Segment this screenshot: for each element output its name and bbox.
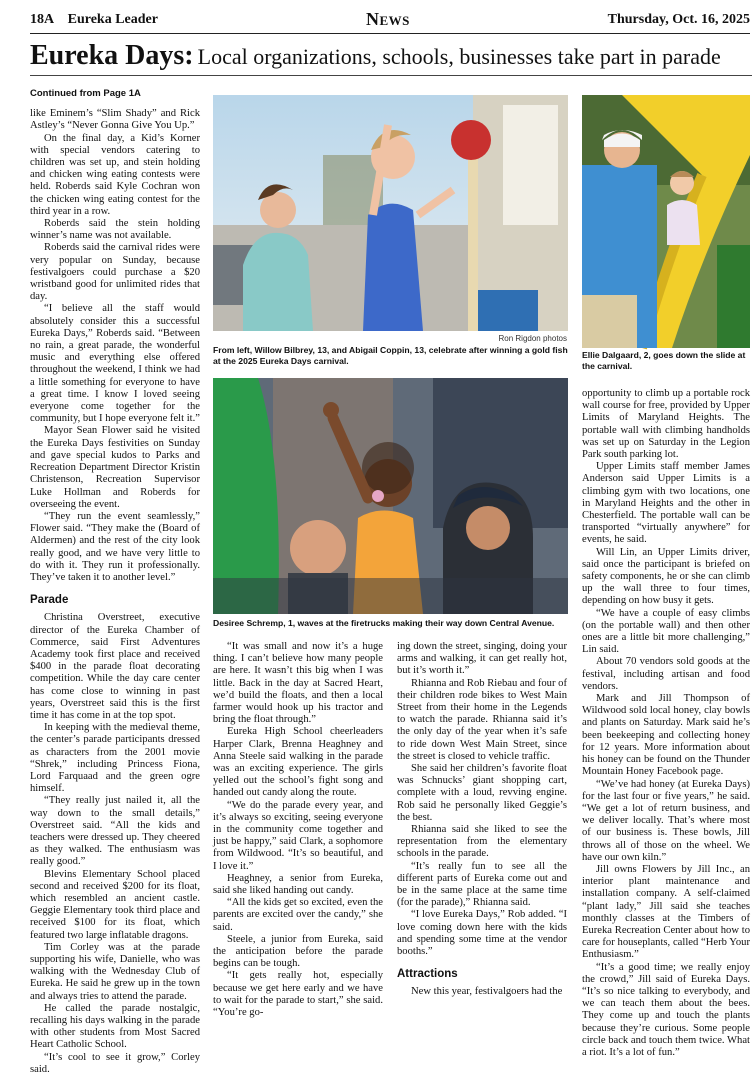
paragraph: In keeping with the medieval theme, the center’s parade participants dressed as characters from the 2001 movie “Shrek,” including Princess Fiona, Lord Farquaad and the green ogre himself. [30, 722, 200, 795]
paragraph: Steele, a junior from Eureka, said the anticipation before the parade begins can be tough. [213, 933, 383, 970]
article-column-1 [30, 88, 200, 1075]
headline-bold: Eureka Days: [30, 40, 194, 71]
paragraph: On the final day, a Kid’s Korner with special vendors catering to children was set up, and stein holding and chicken wing eating contests were held. Roberds said Kyle Cochran won the chicken wing eating contest for the third year in a row. [30, 132, 200, 217]
paragraph: “It’s really fun to see all the different parts of Eureka come out and be in the same place at the same time (for the parade),” Rhianna said. [397, 860, 567, 909]
subhead-attractions: Attractions [397, 968, 458, 981]
continued-note: Continued from Page 1A [30, 88, 141, 99]
page-number: 18A [30, 12, 55, 27]
photo-caption-waving-child: Desiree Schremp, 1, waves at the firetrucks making their way down Central Avenue. [213, 618, 555, 628]
photo-caption-slide: Ellie Dalgaard, 2, goes down the slide at the carnival. [582, 350, 746, 371]
issue-date: Thursday, Oct. 16, 2025 [607, 12, 750, 27]
paragraph: Mark and Jill Thompson of Wildwood sold local honey, clay bowls and plants on Saturday. Mark said he’s been beekeeping and collecting honey for 12 years. More information about his honey can be found on the Thunder Mountain Honey Facebook page. [582, 693, 750, 778]
paper-name: Eureka Leader [67, 12, 158, 27]
paragraph: Rhianna said she liked to see the representation from the elementary schools in the parade. [397, 824, 567, 860]
subhead-parade: Parade [30, 594, 69, 607]
photo-waving-child [213, 378, 568, 614]
photo-waving-child-image [213, 378, 568, 614]
paragraph: “It’s a good time; we really enjoy the crowd,” Jill said of Eureka Days. “It’s so nice talking to everybody, and we can teach them about the bees. They come up and touch the plants because they’re curious. Some people circle back and touch them twice. What a riot. It’s a lot of fun.” [582, 961, 750, 1058]
photo-carnival-girls-image [213, 95, 568, 331]
photo-slide-image [582, 95, 750, 348]
paragraph: ing down the street, singing, doing your arms and walking, it can get really hot, but it’s worth it.” [397, 641, 567, 677]
paragraph: “It was small and now it’s a huge thing. I can’t believe how many people are here. It wasn’t this big when I was little. Back in the day at Sacred Heart, we’d build the floats, and then a local farmer would hook up his tractor and bring the float through.” [213, 641, 383, 726]
paragraph: She said her children’s favorite float was Schnucks’ giant shopping cart, complete with a loud, revving engine. Rob said he personally liked Geggie’s the best. [397, 763, 567, 823]
photo-slide [582, 95, 750, 348]
paragraph: “They run the event seamlessly,” Flower said. “They make the (Board of Aldermen) and the rest of the city look really good, and we have very little to do with it. They run it professionally. They’ve taken it to another level.” [30, 510, 200, 583]
paragraph: “It gets really hot, especially because we get here early and we have to wait for the parade to start,” she said. “You’re go- [213, 970, 383, 1019]
paragraph: Rhianna and Rob Riebau and four of their children rode bikes to West Main Street from their home in the Legends to watch the parade. Rhianna said it’s the only day of the year when it’s safe to ride down West Main Street, since the street is closed to vehicle traffic. [397, 677, 567, 762]
paragraph: “We do the parade every year, and it’s always so exciting, seeing everyone in the community come together and just be happy,” said Clark, a sophomore from Wildwood. “It’s so beautiful, and I love it.” [213, 799, 383, 872]
paragraph: Upper Limits staff member James Anderson said Upper Limits is a climbing gym with two locations, one in Maryland Heights and the other in Chesterfield. The portable wall can be transported “virtually anywhere” for events, he said. [582, 461, 750, 546]
paragraph: opportunity to climb up a portable rock wall course for free, provided by Upper Limits of Maryland Heights. The portable wall with climbing handholds was set up on Saturday in the Legion Park south parking lot. [582, 388, 750, 461]
headline [30, 40, 752, 76]
paragraph: like Eminem’s “Slim Shady” and Rick Astley’s “Never Gonna Give You Up.” [30, 108, 200, 132]
article-column-4 [582, 388, 750, 1058]
masthead-left [30, 12, 158, 28]
photo-carnival-girls [213, 95, 568, 331]
paragraph: Will Lin, an Upper Limits driver, said once the participant is briefed on safety components, he or she can climb up the wall three to four times, depending on how busy it gets. [582, 546, 750, 607]
paragraph: Roberds said the stein holding winner’s name was not available. [30, 218, 200, 242]
paragraph: Heaghney, a senior from Eureka, said she liked handing out candy. [213, 872, 383, 897]
photo-caption-carnival-girls: From left, Willow Bilbrey, 13, and Abigail Coppin, 13, celebrate after winning a gold fish at the 2025 Eureka Days carnival. [213, 345, 568, 366]
photo-credit: Ron Rigdon photos [498, 334, 567, 343]
paragraph: “They really just nailed it, all the way down to the small details,” Overstreet said. “All the kids and teachers were dressed up. They cheered as they walked. The enthusiasm was really good.” [30, 795, 200, 868]
paragraph: Tim Corley was at the parade supporting his wife, Danielle, who was walking with the Wednesday Club of Eureka. He said he grew up in the town and always tries to attend the parade. [30, 941, 200, 1002]
paragraph: Blevins Elementary School placed second and received $200 for its float, which resembled an ancient castle. Geggie Elementary took third place and received $100 for its float, which featured two large inflatable dragons. [30, 868, 200, 941]
paragraph: “I love Eureka Days,” Rob added. “I love coming down here with the kids and spending some time at the vendor booths.” [397, 909, 567, 958]
paragraph: “I believe all the staff would absolutely consider this a successful Eureka Days,” Roberds said. “Between no rain, a great parade, the wonderful music and everything else offered throughout the weekend, I think we had a little something for everyone to have a great time. I know I loved seeing everyone come together for the community, but I hope everyone felt it.” [30, 303, 200, 425]
paragraph: “We’ve had honey (at Eureka Days) for the last four or five years,” he said. “We get a lot of return business, and we deliver locally. That’s where most of our business is. These bowls, Jill throws all of those on the wheel. We have our own kiln.” [582, 778, 750, 863]
paragraph: Eureka High School cheerleaders Harper Clark, Brenna Heaghney and Anna Steele said walking in the parade was an exciting experience. The girls yelled out the school’s fight song and handed out candy along the route. [213, 726, 383, 799]
paragraph: Jill owns Flowers by Jill Inc., an interior plant maintenance and installation company. A self-claimed “plant lady,” Jill said she teaches monthly classes at the Timbers of Eureka Recreation Center about how to care for houseplants, called “Herb Your Enthusiasm.” [582, 863, 750, 961]
masthead [30, 8, 750, 34]
article-column-2 [213, 641, 383, 1019]
section-name: News [366, 9, 410, 29]
paragraph: Roberds said the carnival rides were very popular on Sunday, because festivalgoers could purchase a $20 wristband good for unlimited rides that day. [30, 242, 200, 303]
paragraph: “We have a couple of easy climbs (on the portable wall) and then other ones are a little bit more challenging,” Lin said. [582, 607, 750, 656]
paragraph: New this year, festivalgoers had the [411, 986, 563, 998]
paragraph: “All the kids get so excited, even the parents are excited over the candy,” she said. [213, 897, 383, 933]
paragraph: “It’s cool to see it grow,” Corley said. [30, 1051, 200, 1075]
paragraph: Christina Overstreet, executive director of the Eureka Chamber of Commerce, said First Adventures Academy took first place and received $400 in the parade float decorating competition. While the day care center has come close to winning in past years, Overstreet said this is the first time it has come in at the top spot. [30, 612, 200, 721]
article-column-3 [397, 641, 567, 998]
paragraph: He called the parade nostalgic, recalling his days walking in the parade with other students from Most Sacred Heart Catholic School. [30, 1002, 200, 1051]
headline-rest: Local organizations, schools, businesses take part in parade [197, 44, 721, 69]
paragraph: Mayor Sean Flower said he visited the Eureka Days festivities on Sunday and gave special kudos to Parks and Recreation Department Director Kristin Christenson, Recreation Supervisor Luke Hollman and Roberds for overseeing the event. [30, 425, 200, 510]
paragraph: About 70 vendors sold goods at the festival, including artisan and food vendors. [582, 656, 750, 692]
